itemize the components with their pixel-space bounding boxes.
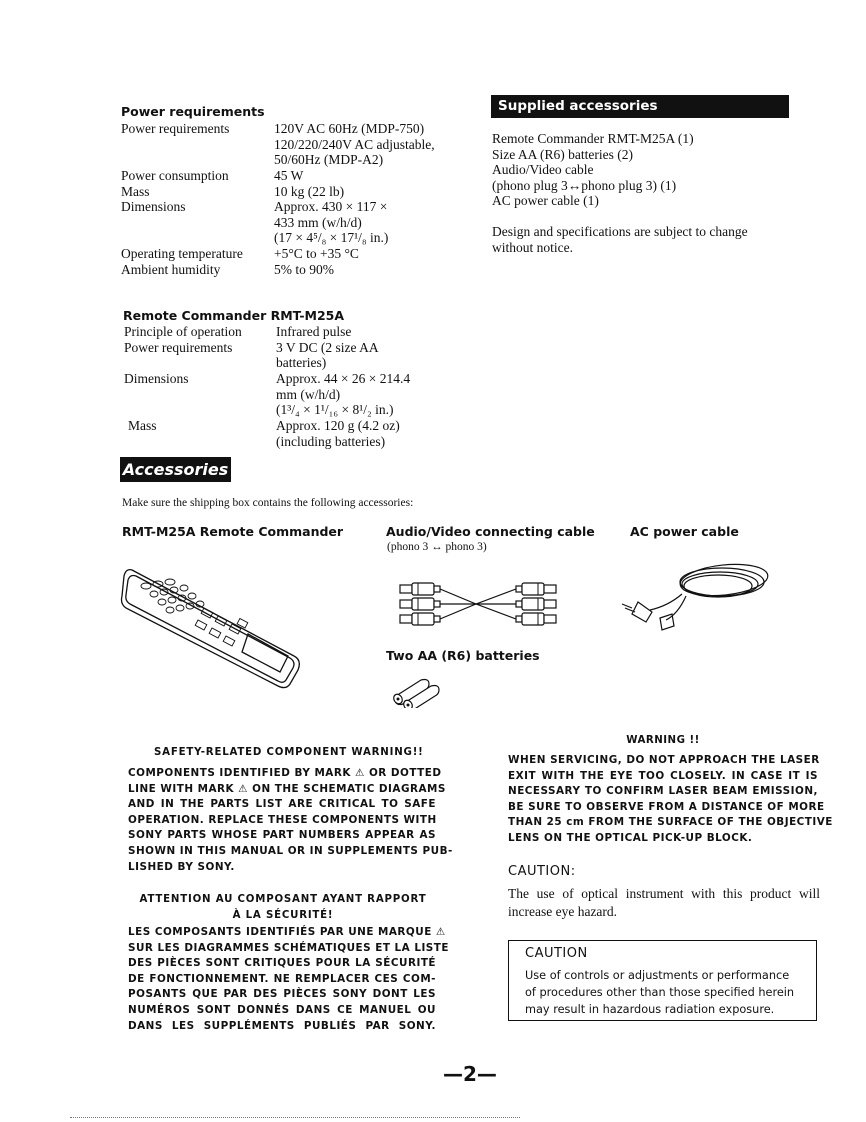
safety-line: LES COMPOSANTS IDENTIFIÉS PAR UNE MARQUE ⚠ <box>128 926 446 938</box>
remote-title: RMT-M25A Remote Commander <box>122 524 344 539</box>
spec-label: Mass <box>121 183 150 199</box>
supplied-heading: Supplied accessories <box>491 95 789 118</box>
supplied-item: AC power cable (1) <box>492 193 599 208</box>
accessories-intro: Make sure the shipping box contains the following accessories: <box>122 497 414 509</box>
safety-line: LISHED BY SONY. <box>128 860 235 873</box>
spec-value: 120V AC 60Hz (MDP-750) <box>274 121 425 136</box>
spec-value: +5°C to +35 °C <box>274 246 359 261</box>
page-number: —2— <box>443 1062 497 1086</box>
caution-body <box>508 885 820 921</box>
spec-label: Power requirements <box>124 339 233 355</box>
remote-spec-table <box>124 324 424 454</box>
warning-line: LENS ON THE OPTICAL PICK-UP BLOCK. <box>508 831 753 844</box>
accessories-heading: Accessories <box>120 457 231 482</box>
caution-box-line: Use of controls or adjustments or performance <box>525 969 790 982</box>
supplied-item: Remote Commander RMT-M25A (1) <box>492 131 694 146</box>
safety-fr-title-line: À LA SÉCURITÉ! <box>232 909 334 921</box>
remote-heading: Remote Commander RMT-M25A <box>123 308 345 323</box>
supplied-list <box>492 131 694 209</box>
safety-line: DANS LES SUPPLÉMENTS PUBLIÉS PAR SONY. <box>128 1019 436 1032</box>
supplied-note <box>492 224 748 255</box>
spec-value: 50/60Hz (MDP-A2) <box>274 152 384 167</box>
safety-line: SONY PARTS WHOSE PART NUMBERS APPEAR AS <box>128 829 436 842</box>
safety-fr-body <box>128 925 449 1034</box>
warning-body <box>508 753 833 847</box>
safety-line: DES PIÈCES SONT CRITIQUES POUR LA SÉCURITÉ <box>128 957 436 970</box>
supplied-item: Audio/Video cable <box>492 162 594 177</box>
spec-value: Approx. 120 g (4.2 oz) <box>276 418 400 433</box>
spec-value: (including batteries) <box>276 433 386 449</box>
spec-value: 5% to 90% <box>274 261 334 277</box>
safety-en-body <box>128 766 453 875</box>
safety-line: SUR LES DIAGRAMMES SCHÉMATIQUES ET LA LISTE <box>128 941 449 954</box>
supplied-item: Size AA (R6) batteries (2) <box>492 146 633 162</box>
power-heading: Power requirements <box>121 104 265 119</box>
safety-line: LINE WITH MARK ⚠ ON THE SCHEMATIC DIAGRAMS <box>128 782 446 795</box>
spec-value: 120/220/240V AC adjustable, <box>274 136 435 152</box>
safety-line: AND IN THE PARTS LIST ARE CRITICAL TO SAFE <box>128 798 436 811</box>
spec-value: 45 W <box>274 168 304 183</box>
remote-commander-illustration <box>118 560 306 692</box>
ac-power-cable-illustration <box>620 560 770 632</box>
scan-edge-divider <box>70 1117 520 1118</box>
batteries-illustration <box>391 676 447 708</box>
spec-value: Approx. 430 × 117 × <box>274 199 388 214</box>
caution-line: increase eye hazard. <box>508 904 618 919</box>
warning-title: WARNING !! <box>626 735 700 746</box>
safety-line: SHOWN IN THIS MANUAL OR IN SUPPLEMENTS PUB- <box>128 844 453 857</box>
spec-value: mm (w/h/d) <box>276 386 341 402</box>
power-cable-title: AC power cable <box>630 524 739 539</box>
caution-box-body <box>525 967 794 1018</box>
caution-box-line: may result in hazardous radiation exposure. <box>525 1003 775 1016</box>
warning-line: THAN 25 cm FROM THE SURFACE OF THE OBJECTIVE <box>508 816 833 829</box>
note-line: without notice. <box>492 239 573 255</box>
cable-title: Audio/Video connecting cable <box>386 524 595 539</box>
safety-en-title: SAFETY-RELATED COMPONENT WARNING!! <box>154 747 424 758</box>
spec-value: Approx. 44 × 26 × 214.4 <box>276 371 411 386</box>
safety-line: COMPONENTS IDENTIFIED BY MARK ⚠ OR DOTTED <box>128 767 442 779</box>
caution-title: CAUTION: <box>508 864 576 879</box>
av-cable-illustration <box>398 578 558 630</box>
safety-line: OPERATION. REPLACE THESE COMPONENTS WITH <box>128 813 437 826</box>
batteries-title: Two AA (R6) batteries <box>386 648 540 663</box>
spec-label: Dimensions <box>121 199 186 214</box>
spec-value: (1³/₄ × 1¹/₁₆ × 8¹/₂ in.) <box>276 402 394 417</box>
caution-box <box>508 940 817 1021</box>
warning-line: NECESSARY TO CONFIRM LASER BEAM EMISSION, <box>508 785 818 798</box>
spec-label: Power requirements <box>121 121 230 136</box>
spec-label: Mass <box>128 418 157 433</box>
warning-line: WHEN SERVICING, DO NOT APPROACH THE LASER <box>508 754 820 766</box>
warning-line: BE SURE TO OBSERVE FROM A DISTANCE OF MORE <box>508 800 825 813</box>
spec-label: Ambient humidity <box>121 261 221 277</box>
safety-line: POSANTS QUE PAR DES PIÈCES SONY DONT LES <box>128 988 436 1001</box>
spec-label: Operating temperature <box>121 246 243 261</box>
safety-fr-title-line: ATTENTION AU COMPOSANT AYANT RAPPORT <box>139 894 427 905</box>
spec-value: 3 V DC (2 size AA <box>276 339 379 355</box>
caution-box-line: of procedures other than those specified herein <box>525 986 795 999</box>
caution-box-title: CAUTION <box>525 946 588 961</box>
spec-value: (17 × 4⁵/₈ × 17¹/₈ in.) <box>274 230 389 245</box>
safety-fr-title <box>128 892 438 923</box>
caution-line: The use of optical instrument with this product will <box>508 886 820 901</box>
spec-label: Power consumption <box>121 168 229 183</box>
spec-value: 433 mm (w/h/d) <box>274 214 362 230</box>
spec-label: Principle of operation <box>124 324 242 339</box>
cable-subtitle: (phono 3 ↔ phono 3) <box>387 541 487 553</box>
safety-line: NUMÉROS SONT DONNÉS DANS CE MANUEL OU <box>128 1003 436 1016</box>
supplied-item: (phono plug 3↔phono plug 3) (1) <box>492 177 677 193</box>
spec-value: Infrared pulse <box>276 324 352 339</box>
safety-line: DE FONCTIONNEMENT. NE REMPLACER CES COM- <box>128 972 436 985</box>
spec-label: Dimensions <box>124 371 189 386</box>
spec-value: batteries) <box>276 355 327 370</box>
power-spec-table <box>121 121 461 281</box>
spec-value: 10 kg (22 lb) <box>274 183 345 199</box>
warning-line: EXIT WITH THE EYE TOO CLOSELY. IN CASE IT IS <box>508 769 818 782</box>
note-line: Design and specifications are subject to change <box>492 224 748 239</box>
